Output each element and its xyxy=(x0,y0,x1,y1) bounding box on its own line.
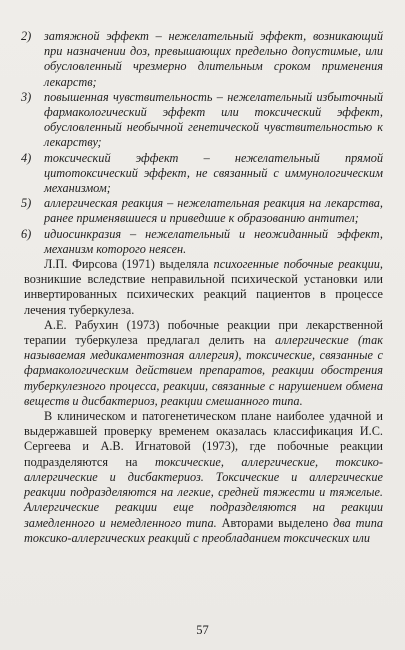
paragraph-sergeev xyxy=(24,409,383,546)
paragraph-text: Л.П. Фирсова (1971) выделяла xyxy=(44,257,214,272)
paragraph-emphasis: два типа токсико-аллергических реакций с преобладанием токсических или xyxy=(24,515,383,545)
paragraph-emphasis: психогенные побочные реакции, xyxy=(213,257,383,272)
list-item xyxy=(21,226,383,257)
list-item-text: затяжной эффект – нежелательный эффект, возникающий при назначении доз, превышающих предельно допустимые, или обусловленный чрезмерно длительным сроком применения лекарств; xyxy=(44,29,383,89)
paragraph-text: А.Е. Рабухин (1973) побочные реакции при лекарственной терапии туберкулеза предлагал делить на xyxy=(24,317,383,348)
list-item-number: 6) xyxy=(21,226,32,241)
list-item-number: 2) xyxy=(21,29,32,43)
list-item-number: 4) xyxy=(21,150,32,165)
list-item-number: 3) xyxy=(21,89,32,104)
list-item xyxy=(21,196,383,226)
list-item xyxy=(21,89,383,151)
list-item-text: аллергическая реакция – нежелательная реакция на лекарства, ранее применявшиеся и приведшие к образованию антител; xyxy=(44,196,383,226)
paragraph-firsova xyxy=(24,257,383,318)
list-item-text: токсический эффект – нежелательный прямой цитотоксический эффект, не связанный с иммунологическим механизмом; xyxy=(44,150,383,196)
paragraph-text: возникшие вследствие неправильной психической установки или инвертированных психических реакций пациентов в процессе лечения туберкулеза. xyxy=(24,272,383,317)
page-text xyxy=(21,29,383,546)
list-item-number: 5) xyxy=(21,196,32,211)
paragraph-text: В клиническом и патогенетическом плане наиболее удачной и выдержавшей проверку временем оказалась классификация И.С. Сергеева и А.В. Игнатовой (1973), где побочные реакции подразделяются на xyxy=(24,409,383,469)
paragraph-text: Авторами выделено xyxy=(216,515,334,530)
paragraph-emphasis: токсические, аллергические, токсико-аллергические и дисбактериоз. Токсические и аллергические реакции подразделяются на легкие, средней тяжести и тяжелые. Аллергические реакции еще подразделяются на реакции замедленного и немедленного типа. xyxy=(24,454,383,530)
list-item-text: идиосинкразия – нежелательный и неожиданный эффект, механизм которого неясен. xyxy=(44,226,383,256)
list-item xyxy=(21,29,383,90)
paragraph-emphasis: аллергические (так называемая медикаментозная аллергия), токсические, связанные с фармакологическим действием препаратов, реакции обострения туберкулезного процесса, реакции, связанные с нарушением обмена веществ и дисбактериоз, реакции смешанного типа. xyxy=(24,333,383,408)
page-number: 57 xyxy=(196,623,209,637)
list-item xyxy=(21,150,383,197)
list-item-text: повышенная чувствительность – нежелательный избыточный фармакологический эффект или токсический эффект, обусловленный необычной генетической чувствительностью к лекарству; xyxy=(44,89,383,150)
paragraph-rabukhin xyxy=(24,318,383,409)
